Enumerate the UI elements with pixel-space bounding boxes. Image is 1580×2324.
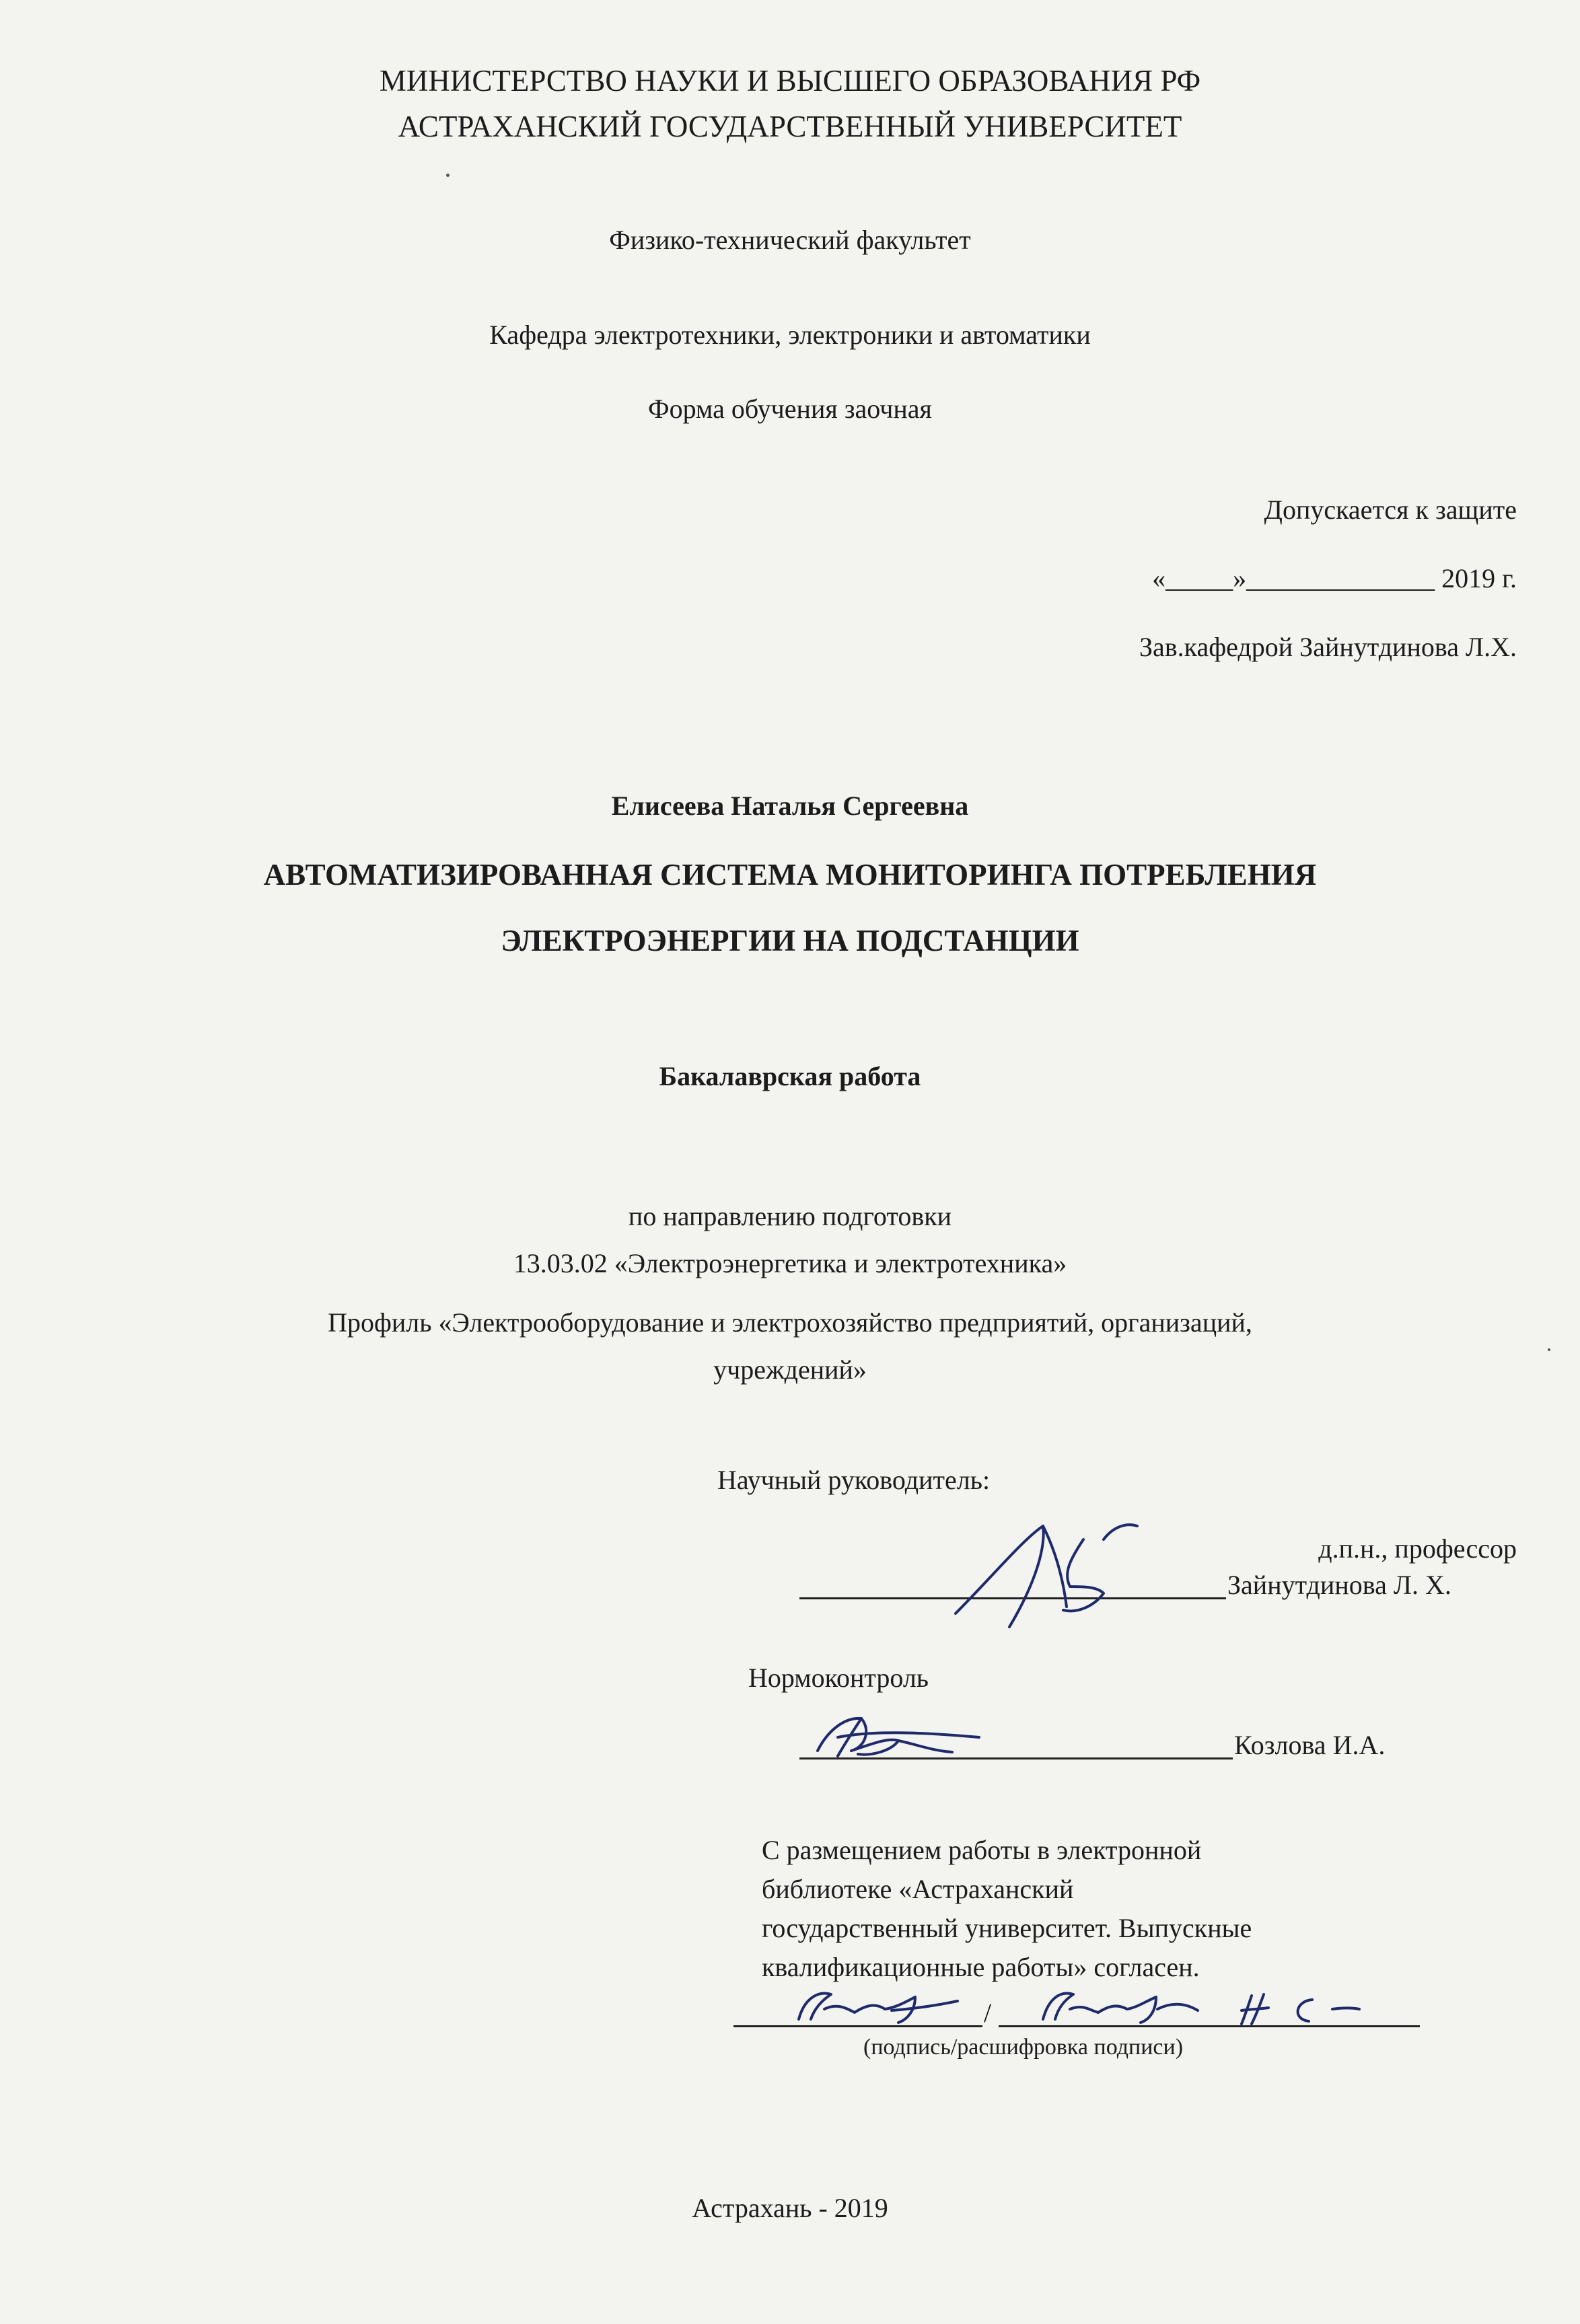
profile-line2: учреждений» [713,1354,867,1385]
scan-speck [446,174,450,177]
consent-line2: библиотеке «Астраханский [762,1874,1074,1904]
work-title-line2: ЭЛЕКТРОЭНЕРГИИ НА ПОДСТАНЦИИ [501,924,1079,957]
work-title-line1: АВТОМАТИЗИРОВАННАЯ СИСТЕМА МОНИТОРИНГА ПОТРЕБЛЕНИЯ [263,858,1317,892]
university-title: АСТРАХАНСКИЙ ГОСУДАРСТВЕННЫЙ УНИВЕРСИТЕТ [398,110,1182,143]
signature-caption: (подпись/расшифровка подписи) [863,2035,1184,2060]
approval-date-line: «_____»______________ 2019 г. [1152,563,1517,593]
direction-code: 13.03.02 «Электроэнергетика и электротехника» [513,1248,1067,1278]
scan-speck [1548,1348,1550,1351]
ministry-title: МИНИСТЕРСТВО НАУКИ И ВЫСШЕГО ОБРАЗОВАНИЯ РФ [379,64,1201,98]
consent-slash: / [984,1998,992,2028]
supervisor-name: Зайнутдинова Л. Х. [1227,1570,1451,1600]
normcontrol-label: Нормоконтроль [748,1663,929,1693]
department-name: Кафедра электротехники, электроники и автоматики [489,320,1091,350]
work-type: Бакалаврская работа [659,1061,921,1091]
supervisor-label: Научный руководитель: [717,1465,991,1495]
consent-line3: государственный университет. Выпускные [762,1913,1252,1943]
city-year: Астрахань - 2019 [692,2193,888,2223]
consent-name-handwriting [1036,1982,1386,2029]
faculty-name: Физико-технический факультет [609,225,971,255]
author-name: Елисеева Наталья Сергеевна [611,791,969,821]
admitted-to-defense: Допускается к защите [1264,495,1517,525]
normcontrol-signature [797,1704,993,1764]
department-head: Зав.кафедрой Зайнутдинова Л.Х. [1139,632,1517,662]
consent-line1: С размещением работы в электронной [762,1835,1202,1865]
supervisor-signature [929,1499,1144,1634]
consent-line4: квалификационные работы» согласен. [762,1952,1200,1982]
profile-line1: Профиль «Электрооборудование и электрохозяйство предприятий, организаций, [328,1307,1252,1338]
normcontrol-name: Козлова И.А. [1234,1730,1386,1760]
direction-intro: по направлению подготовки [628,1201,952,1231]
study-form: Форма обучения заочная [648,394,932,424]
consent-signature [791,1982,966,2029]
supervisor-degree: д.п.н., профессор [1318,1533,1517,1564]
